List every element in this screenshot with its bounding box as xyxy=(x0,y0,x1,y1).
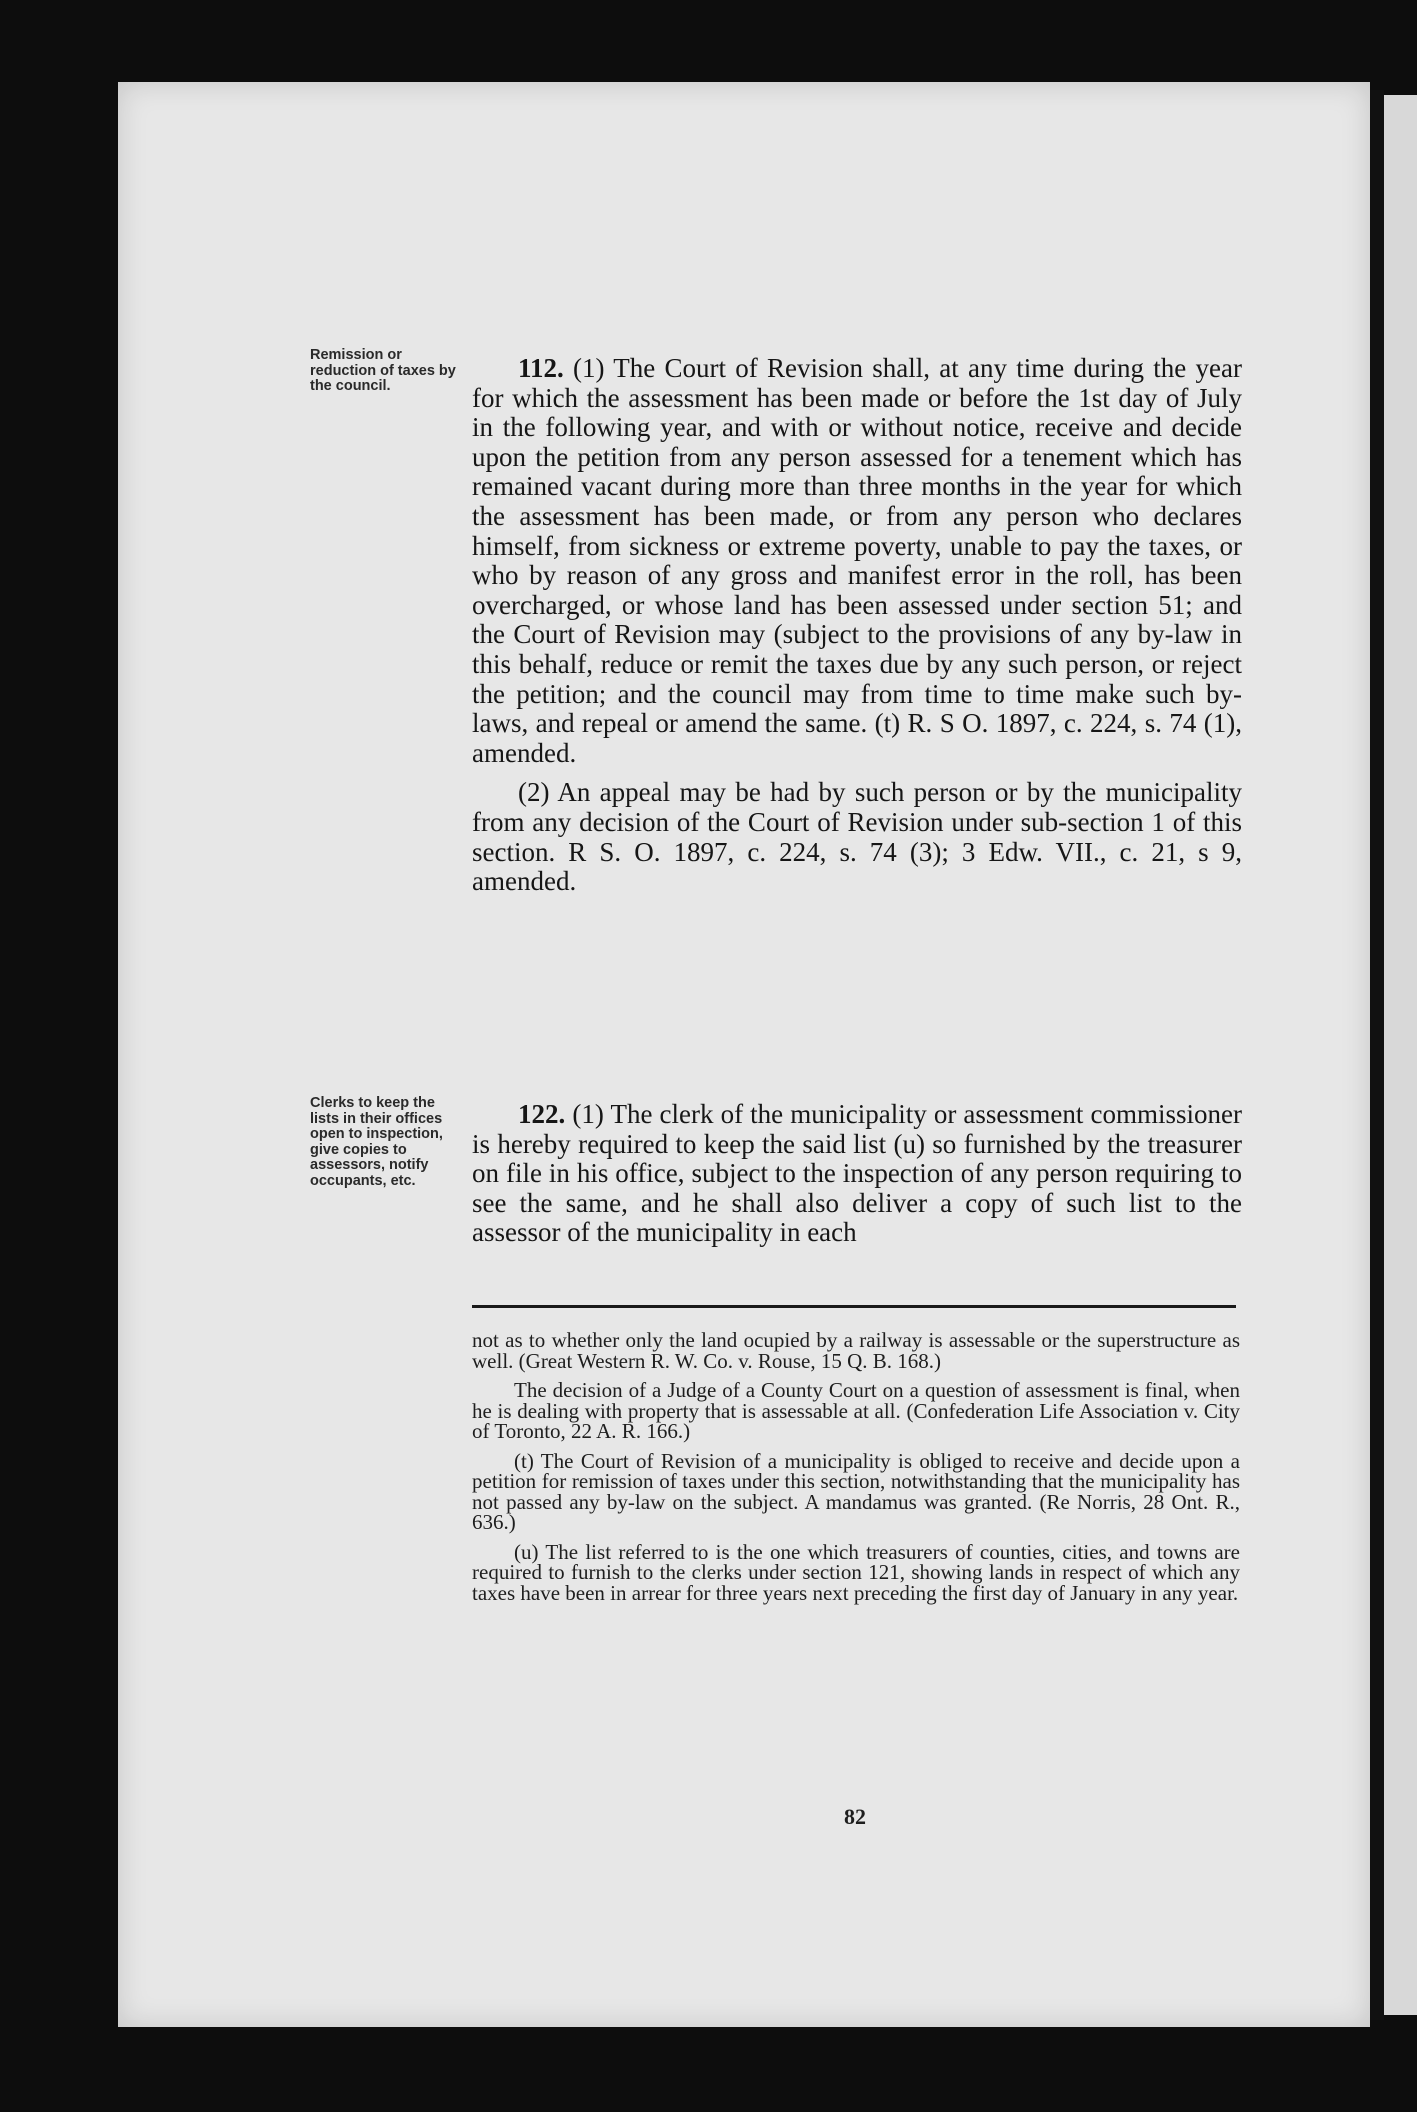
footnote-u: (u) The list referred to is the one which treasurers of counties, cities, and towns are required to furnish to the clerks under section 121, showing lands in respect of which any taxes have been in arrear for three years next preceding the first day of January in any year. xyxy=(472,1539,1240,1605)
footnote-county-court: The decision of a Judge of a County Court on a question of assessment is final, when he is dealing with property that is assessable at all. (Confederation Life Association v. City of Toronto, 22 A. R. 166.) xyxy=(472,1378,1240,1443)
page-number: 82 xyxy=(844,1804,866,1829)
section-122-paragraph-1: 122. (1) The clerk of the municipality or assessment commissioner is hereby required to keep the said list (u) so furnished by the treasurer on file in his office, subject to the inspection of any person requiring to see the same, and he shall also deliver a copy of such list to the assessor of the municipality in each xyxy=(472,1099,1242,1248)
section-122 xyxy=(472,1100,1242,1258)
section-number: 122. xyxy=(518,1099,566,1129)
section-number: 112. xyxy=(518,353,564,383)
adjacent-page-strip xyxy=(1384,95,1417,2015)
footnotes xyxy=(472,1330,1240,1612)
section-112 xyxy=(472,354,1242,907)
section-112-paragraph-1: 112. (1) The Court of Revision shall, at any time during the year for which the assessment has been made or before the 1st day of July in the following year, and with or without notice, receive and decide upon the petition from any person assessed for a tenement which has remained vacant during more than three months in the year for which the assessment has been made, or from any person who declares himself, from sickness or extreme poverty, unable to pay the taxes, or who by reason of any gross and manifest error in the roll, has been overcharged, or whose land has been assessed under section 51; and the Court of Revision may (subject to the provisions of any by-law in this behalf, reduce or remit the taxes due by any such person, or reject the petition; and the council may from time to time make such by-laws, and repeal or amend the same. (t) R. S O. 1897, c. 224, s. 74 (1), amended. xyxy=(472,353,1242,768)
footnote-t: (t) The Court of Revision of a municipality is obliged to receive and decide upon a petition for remission of taxes under this section, notwithstanding that the municipality has not passed any by-law on the subject. A mandamus was granted. (Re Norris, 28 Ont. R., 636.) xyxy=(472,1448,1240,1534)
margin-note-remission: Remission or reduction of taxes by the council. xyxy=(310,347,456,394)
section-112-paragraph-2: (2) An appeal may be had by such person or by the municipality from any decision of the Court of Revision under sub-section 1 of this section. R S. O. 1897, c. 224, s. 74 (3); 3 Edw. VII., c. 21, s 9, amended. xyxy=(472,777,1242,897)
footnote-continued: not as to whether only the land ocupied by a railway is assessable or the superstructure as well. (Great Western R. W. Co. v. Rouse, 15 Q. B. 168.) xyxy=(472,1328,1240,1373)
footnote-divider xyxy=(472,1305,1236,1308)
margin-note-clerks: Clerks to keep the lists in their offices open to inspection, give copies to assessors, notify occupants, etc. xyxy=(310,1095,443,1189)
page-edge-shadow xyxy=(1370,90,1384,2020)
